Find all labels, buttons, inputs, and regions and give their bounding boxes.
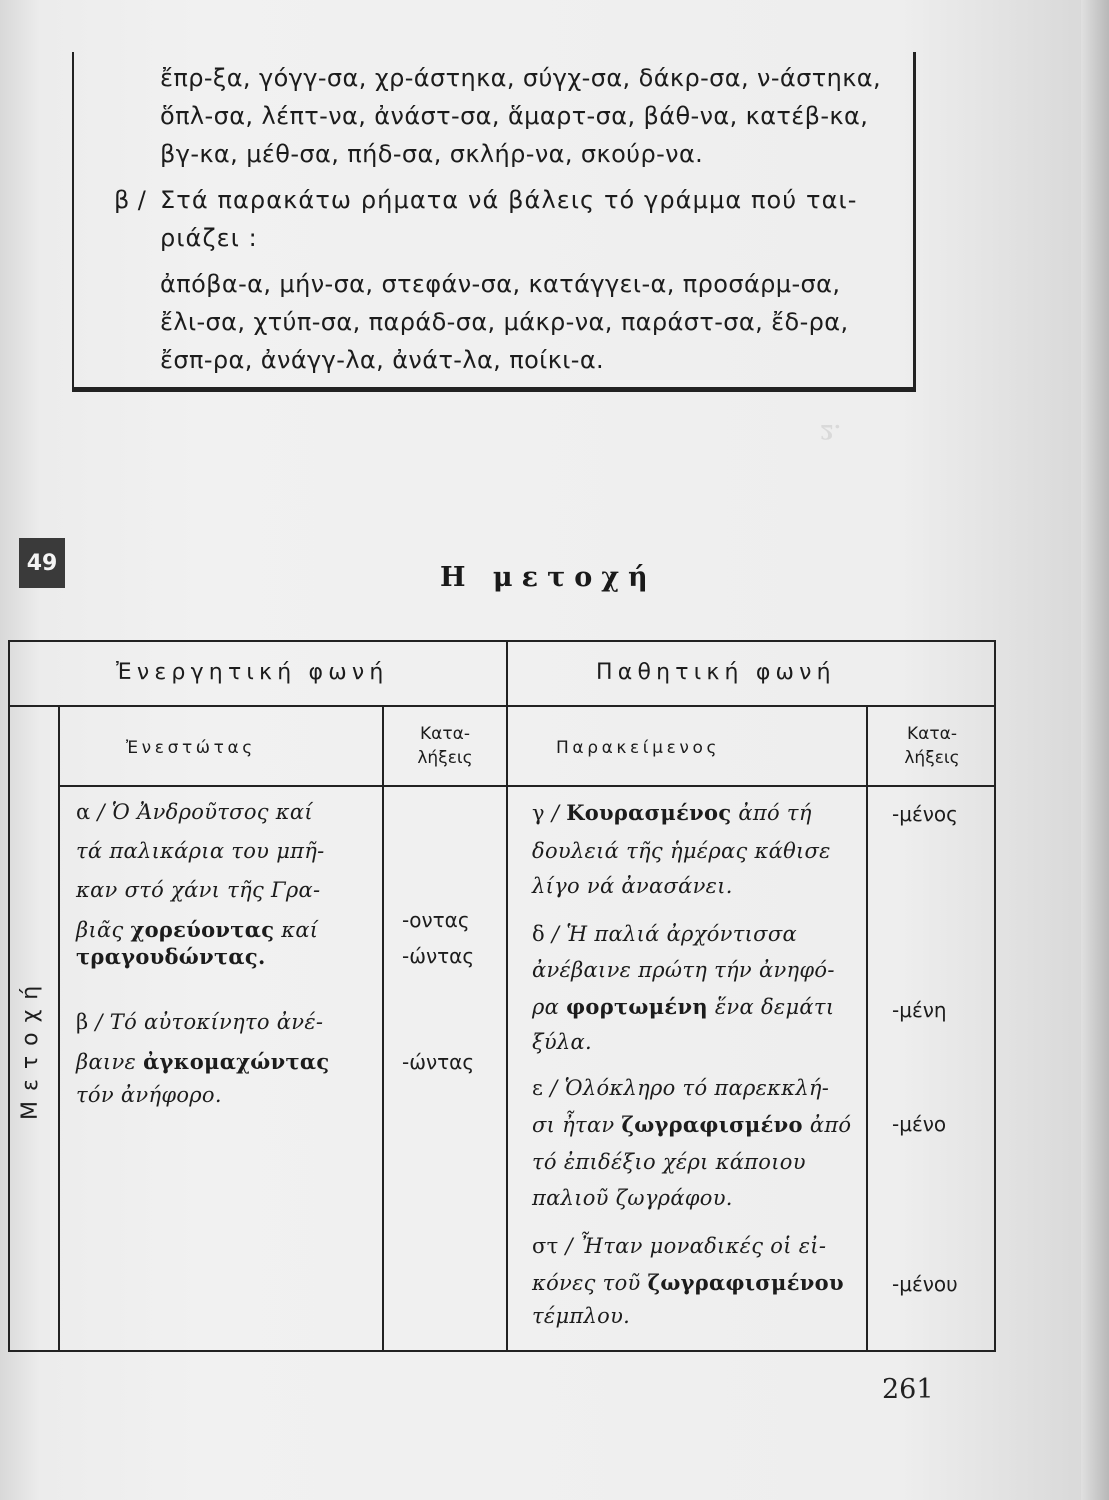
table-active-endings-divider xyxy=(382,705,384,1350)
active-endings-header xyxy=(386,722,504,770)
passive-example-g-line-1: γ / Κουρασμένος ἀπό τή xyxy=(532,800,812,825)
passive-voice-header: Παθητική φωνή xyxy=(596,660,836,685)
active-example-b-line-3: τόν ἀνήφορο. xyxy=(76,1083,222,1107)
exercise-a-line-3: βγ-κα, μέθ-σα, πήδ-σα, σκλήρ-να, σκούρ-να. xyxy=(160,140,704,168)
table-side-divider xyxy=(58,705,60,1350)
passive-example-d-line-4: ξύλα. xyxy=(532,1030,592,1054)
passive-suffix-1: -μένος xyxy=(892,802,958,826)
page-gutter-shadow xyxy=(1081,0,1109,1500)
passive-example-d-line-1: δ / Ἡ παλιά ἀρχόντισσα xyxy=(532,922,797,946)
passive-suffix-2: -μένη xyxy=(892,998,947,1022)
table-top-border xyxy=(8,640,996,642)
active-endings-header-line-2: λήξεις xyxy=(417,748,473,768)
passive-example-d-line-2: ἀνέβαινε πρώτη τήν ἀνηφό- xyxy=(532,958,835,982)
active-example-a-line-1: α / Ὁ Ἀνδροῦτσος καί xyxy=(76,800,313,824)
exercise-b-line-2: ἔλι-σα, χτύπ-σα, παράδ-σα, μάκρ-να, παράστ-σα, ἔδ-ρα, xyxy=(160,308,849,336)
exercise-b-line-1: ἀπόβα-α, μήν-σα, στεφάν-σα, κατάγγει-α, προσάρμ-σα, xyxy=(160,270,841,298)
exercise-a-line-2: ὅπλ-σα, λέπτ-να, ἀνάστ-σα, ἅμαρτ-σα, βάθ-να, κατέβ-κα, xyxy=(160,102,869,130)
passive-example-e-line-2: σι ἦταν ζωγραφισμένο ἀπό xyxy=(532,1112,852,1137)
exercise-a-line-1: ἔπρ-ξα, γόγγ-σα, χρ-άστηκα, σύγχ-σα, δάκρ-σα, ν-άστηκα, xyxy=(160,64,881,92)
active-suffix-2: -ώντας xyxy=(402,944,475,968)
exercise-b-line-3: ἔσπ-ρα, ἀνάγγ-λα, ἀνάτ-λα, ποίκι-α. xyxy=(160,346,605,374)
passive-example-d-line-3: ρα φορτωμένη ἕνα δεμάτι xyxy=(532,994,835,1019)
bleed-through-text: 2. xyxy=(820,420,841,444)
section-number-badge: 49 xyxy=(19,538,65,588)
active-example-a-line-2: τά παλικάρια του μπῆ- xyxy=(76,839,325,863)
active-example-a-line-3: καν στό χάνι τῆς Γρα- xyxy=(76,878,321,902)
passive-endings-header-line-2: λήξεις xyxy=(904,748,960,768)
present-tense-header: Ἐνεστώτας xyxy=(126,738,256,758)
table-subheader-divider xyxy=(58,785,996,787)
passive-example-g-line-2: δουλειά τῆς ἡμέρας κάθισε xyxy=(532,839,831,863)
exercise-b-label: β / xyxy=(114,186,147,214)
table-right-border xyxy=(994,640,996,1352)
passive-example-g-line-3: λίγο νά ἀνασάνει. xyxy=(532,874,733,898)
table-voice-divider xyxy=(506,640,508,1350)
active-suffix-1: -οντας xyxy=(402,908,470,932)
table-left-border xyxy=(8,640,10,1352)
perfect-tense-header: Παρακείμενος xyxy=(556,738,721,758)
passive-example-st-line-2: κόνες τοῦ ζωγραφισμένου xyxy=(532,1270,844,1295)
side-label xyxy=(12,940,48,1130)
active-example-a-line-4: βιᾶς χορεύοντας καί xyxy=(76,917,319,942)
passive-endings-header-line-1: Κατα- xyxy=(907,724,957,744)
section-title: Η μετοχή xyxy=(440,562,657,593)
active-example-b-line-2: βαινε ἀγκομαχώντας xyxy=(76,1049,330,1074)
passive-suffix-3: -μένο xyxy=(892,1112,947,1136)
passive-example-e-line-3: τό ἐπιδέξιο χέρι κάποιου xyxy=(532,1150,806,1174)
exercise-b-instruction-2: ριάζει : xyxy=(160,224,258,252)
table-bottom-border xyxy=(8,1350,996,1352)
exercise-b-instruction-1: Στά παρακάτω ρήματα νά βάλεις τό γράμμα πού ται- xyxy=(160,186,858,214)
passive-example-e-line-1: ε / Ὁλόκληρο τό παρεκκλή- xyxy=(532,1076,830,1100)
passive-example-st-line-1: στ / Ἦταν μοναδικές οἱ εἰ- xyxy=(532,1234,827,1258)
passive-example-e-line-4: παλιοῦ ζωγράφου. xyxy=(532,1186,733,1210)
passive-endings-header xyxy=(870,722,994,770)
active-suffix-3: -ώντας xyxy=(402,1050,475,1074)
active-example-a-line-5: τραγουδώντας. xyxy=(76,944,266,969)
page-number: 261 xyxy=(882,1374,934,1405)
active-example-b-line-1: β / Τό αὐτοκίνητο ἀνέ- xyxy=(76,1010,324,1034)
active-endings-header-line-1: Κατα- xyxy=(420,724,470,744)
passive-example-st-line-3: τέμπλου. xyxy=(532,1304,631,1328)
side-label-text: Μετοχή xyxy=(18,975,43,1120)
active-voice-header: Ἐνεργητική φωνή xyxy=(116,660,389,685)
table-header-divider xyxy=(8,705,996,707)
passive-suffix-4: -μένου xyxy=(892,1272,958,1296)
table-passive-endings-divider xyxy=(866,705,868,1350)
